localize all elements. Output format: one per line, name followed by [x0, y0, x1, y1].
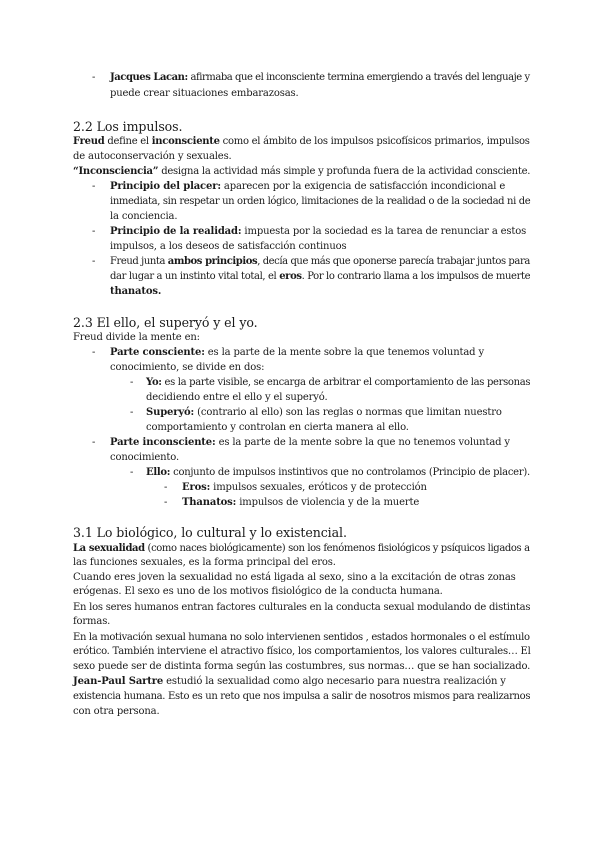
bullet-dash: - — [92, 226, 96, 237]
heading-2-2: 2.2 Los impulsos. — [73, 119, 183, 134]
s31-line-7: En la motivación sexual humana no solo intervienen sentidos , estados hormonales o el estímulo — [73, 632, 530, 643]
bullet-dash: - — [92, 347, 96, 358]
superyo-line-1: Superyó: (contrario al ello) son las reglas o normas que limitan nuestro — [146, 407, 502, 418]
juntos-line-3: thanatos. — [110, 286, 162, 297]
s31-line-6: formas. — [73, 616, 111, 627]
bullet-dash: - — [130, 467, 134, 478]
juntos-line-1: Freud junta ambos principios, decía que más que oponerse parecía trabajar juntos para — [110, 256, 530, 267]
eros-line: Eros: impulsos sexuales, eróticos y de protección — [182, 482, 427, 493]
placer-line-1: Principio del placer: aparecen por la exigencia de satisfacción incondicional e — [110, 181, 506, 192]
s31-line-12: con otra persona. — [73, 706, 160, 717]
heading-2-3: 2.3 El ello, el superyó y el yo. — [73, 315, 258, 330]
s31-line-3: Cuando eres joven la sexualidad no está ligada al sexo, sino a la excitación de otras zonas — [73, 572, 516, 583]
consciente-line-2: conocimiento, se divide en dos: — [110, 362, 265, 373]
bullet-dash: - — [130, 407, 134, 418]
s31-line-8: erótico. También interviene el atractivo físico, los comportamientos, los valores culturales… El — [73, 646, 531, 657]
bullet-dash: - — [92, 256, 96, 267]
realidad-line-1: Principio de la realidad: impuesta por la sociedad es la tarea de renunciar a estos — [110, 226, 527, 237]
lacan-line-2: puede crear situaciones embarazosas. — [110, 88, 299, 99]
thanatos-line: Thanatos: impulsos de violencia y de la muerte — [182, 497, 420, 508]
bullet-dash: - — [164, 497, 168, 508]
placer-line-2: inmediata, sin respetar un orden lógico, limitaciones de la realidad o de la sociedad ni de — [110, 196, 531, 207]
bullet-dash: - — [130, 377, 134, 388]
s31-line-5: En los seres humanos entran factores culturales en la conducta sexual modulando de distintas — [73, 602, 531, 613]
bullet-dash: - — [164, 482, 168, 493]
s22-p1-line2: de autoconservación y sexuales. — [73, 151, 232, 162]
realidad-line-2: impulsos, a los deseos de satisfacción continuos — [110, 241, 347, 252]
ello-line: Ello: conjunto de impulsos instintivos que no controlamos (Principio de placer). — [146, 467, 530, 478]
yo-line-2: decidiendo entre el ello y el superyó. — [146, 392, 328, 403]
juntos-line-2: dar lugar a un instinto vital total, el eros. Por lo contrario llama a los impulsos de muerte — [110, 271, 531, 282]
s31-line-9: sexo puede ser de distinta forma según las costumbres, sus normas… que se han socializado. — [73, 661, 531, 672]
yo-line-1: Yo: es la parte visible, se encarga de arbitrar el comportamiento de las personas — [146, 377, 531, 388]
bullet-dash: - — [92, 437, 96, 448]
lacan-line-1: Jacques Lacan: afirmaba que el inconsciente termina emergiendo a través del lenguaje y — [110, 72, 530, 83]
consciente-line-1: Parte consciente: es la parte de la mente sobre la que tenemos voluntad y — [110, 347, 484, 358]
s31-line-2: las funciones sexuales, es la forma principal del eros. — [73, 557, 336, 568]
placer-line-3: la conciencia. — [110, 211, 178, 222]
inconsciente-line-1: Parte inconsciente: es la parte de la mente sobre la que no tenemos voluntad y — [110, 437, 510, 448]
inconsciente-line-2: conocimiento. — [110, 452, 180, 463]
bullet-dash: - — [92, 72, 96, 83]
s31-line-10: Jean-Paul Sartre estudió la sexualidad como algo necesario para nuestra realización y — [73, 676, 506, 687]
s23-intro: Freud divide la mente en: — [73, 332, 200, 343]
s22-p2: “Inconsciencia” designa la actividad más simple y profunda fuera de la actividad consciente. — [73, 166, 531, 177]
s31-line-4: erógenas. El sexo es uno de los motivos fisiológico de la conducta humana. — [73, 586, 443, 597]
s31-line-1: La sexualidad (como naces biológicamente) son los fenómenos fisiológicos y psíquicos ligados a — [73, 543, 530, 554]
s31-line-11: existencia humana. Esto es un reto que nos impulsa a salir de nosotros mismos para realizarnos — [73, 691, 531, 702]
heading-3-1: 3.1 Lo biológico, lo cultural y lo existencial. — [73, 525, 347, 540]
bullet-dash: - — [92, 181, 96, 192]
superyo-line-2: comportamiento y controlan en cierta manera al ello. — [146, 422, 409, 433]
s22-p1-line1: Freud define el inconsciente como el ámbito de los impulsos psicofísicos primarios, impulsos — [73, 136, 530, 147]
